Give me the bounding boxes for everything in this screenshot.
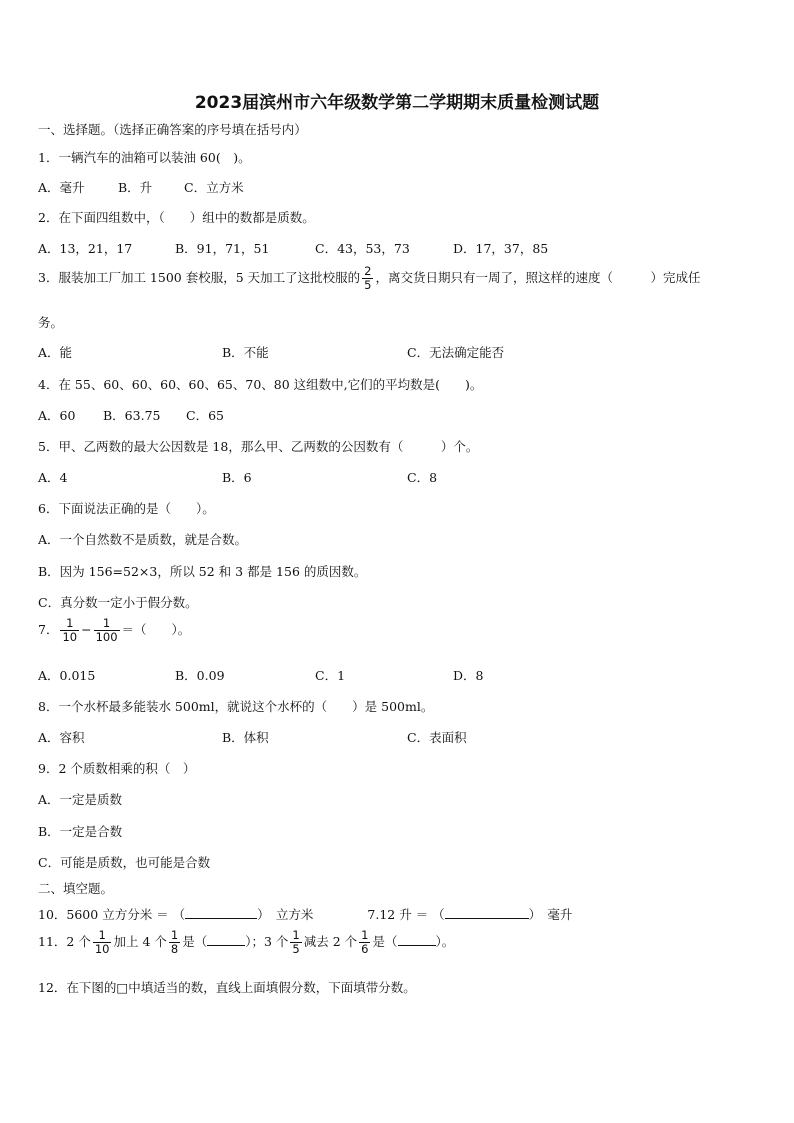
q11-part-1: 11．2 个: [38, 934, 91, 950]
q11-fraction-4: [359, 929, 370, 956]
question-6: 6．下面说法正确的是（ ）。: [38, 501, 215, 516]
q7-fraction-1-denominator: 10: [62, 630, 78, 645]
question-4: 4．在 55、60、60、60、60、65、70、80 这组数中,它们的平均数是( )。: [38, 377, 483, 392]
q11-fraction-2-numerator: 1: [170, 928, 179, 942]
section-heading-fill: 二、填空题。: [38, 881, 114, 896]
q11-fraction-1-numerator: 1: [93, 929, 112, 943]
question-1: 1．一辆汽车的油箱可以装油 60( )。: [38, 150, 251, 165]
q5-option-c: C．8: [407, 470, 438, 485]
question-10: [38, 905, 572, 923]
q11-part-7: ）。: [435, 934, 455, 950]
question-3: [38, 265, 700, 292]
q7-option-d: D．8: [453, 668, 484, 683]
q8-option-a: A．容积: [38, 730, 85, 745]
q3-text-after: ，离交货日期只有一周了，照这样的速度（ ）完成任: [375, 270, 701, 286]
q5-option-b: B．6: [222, 470, 252, 485]
q11-fraction-2-denominator: 8: [170, 942, 179, 957]
question-12: 12．在下图的□中填适当的数，直线上面填假分数，下面填带分数。: [38, 980, 416, 995]
q10-part-2: ） 立方米: [257, 907, 314, 922]
q7-fraction-1: [60, 617, 79, 644]
q11-part-4: ）；3 个: [245, 934, 289, 950]
q10-answer-blank-1[interactable]: [185, 907, 257, 919]
q3-fraction-denominator: 5: [364, 278, 372, 293]
q2-option-a: A．13，21，17: [38, 241, 133, 256]
q7-fraction-2-denominator: 100: [95, 630, 118, 645]
q1-option-a: A．毫升: [38, 180, 85, 195]
q7-option-b: B．0.09: [175, 668, 225, 683]
q3-option-b: B．不能: [222, 345, 269, 360]
q10-part-4: ） 毫升: [528, 907, 573, 922]
q3-option-a: A．能: [38, 345, 73, 360]
section-heading-choice: 一、选择题。（选择正确答案的序号填在括号内）: [38, 122, 307, 137]
q3-fraction-numerator: 2: [364, 264, 372, 278]
q11-fraction-3-numerator: 1: [292, 928, 300, 942]
q11-fraction-3: [290, 929, 301, 956]
q7-fraction-2-numerator: 1: [94, 617, 120, 631]
question-11: [38, 929, 454, 956]
q6-option-c: C．真分数一定小于假分数。: [38, 595, 198, 610]
q9-option-b: B．一定是合数: [38, 824, 123, 839]
q11-answer-blank-2[interactable]: [398, 934, 436, 946]
q7-option-a: A．0.015: [38, 668, 96, 683]
q10-answer-blank-2[interactable]: [445, 907, 529, 919]
q9-option-c: C．可能是质数，也可能是合数: [38, 855, 211, 870]
q7-fraction-2: [94, 617, 120, 644]
q10-part-1: 10．5600 立方分米 ＝ （: [38, 907, 186, 922]
q7-fraction-1-numerator: 1: [60, 617, 79, 631]
q2-option-c: C．43，53，73: [315, 241, 410, 256]
q3-option-c: C．无法确定能否: [407, 345, 505, 360]
q4-option-a: A．60: [38, 408, 76, 423]
question-9: 9．2 个质数相乘的积（ ）: [38, 761, 196, 776]
q11-fraction-4-numerator: 1: [361, 928, 369, 942]
q11-part-6: 是（: [372, 934, 398, 950]
page-title: 2023届滨州市六年级数学第二学期期末质量检测试题: [194, 93, 600, 113]
q10-part-3: 7.12 升 ＝ （: [367, 907, 445, 922]
q11-fraction-4-denominator: 6: [361, 942, 369, 957]
q4-option-c: C．65: [186, 408, 224, 423]
q6-option-b: B．因为 156=52×3，所以 52 和 3 都是 156 的质因数。: [38, 564, 367, 579]
q4-option-b: B．63.75: [103, 408, 161, 423]
q7-option-c: C．1: [315, 668, 346, 683]
question-8: 8．一个水杯最多能装水 500ml，就说这个水杯的（ ）是 500ml。: [38, 699, 434, 714]
q1-option-b: B．升: [118, 180, 153, 195]
q8-option-c: C．表面积: [407, 730, 467, 745]
q11-fraction-2: [169, 929, 180, 956]
q11-fraction-1-denominator: 10: [94, 942, 110, 957]
q8-option-b: B．体积: [222, 730, 269, 745]
q7-minus-sign: −: [81, 622, 92, 638]
q3-text-before: 3．服装加工厂加工 1500 套校服，5 天加工了这批校服的: [38, 270, 361, 286]
q1-option-c: C．立方米: [184, 180, 244, 195]
question-2: 2．在下面四组数中，（ ）组中的数都是质数。: [38, 210, 315, 225]
q11-part-2: 加上 4 个: [113, 934, 167, 950]
q11-part-5: 减去 2 个: [303, 934, 358, 950]
q11-part-3: 是（: [182, 934, 208, 950]
q2-option-d: D．17，37，85: [453, 241, 549, 256]
q3-continuation: 务。: [38, 315, 64, 330]
question-7: [38, 617, 190, 644]
q11-fraction-1: [93, 929, 112, 956]
q2-option-b: B．91，71，51: [175, 241, 270, 256]
q7-tail: ＝（ ）。: [121, 622, 191, 638]
question-5: 5．甲、乙两数的最大公因数是 18，那么甲、乙两数的公因数有（ ）个。: [38, 439, 479, 454]
q9-option-a: A．一定是质数: [38, 792, 123, 807]
q11-fraction-3-denominator: 5: [292, 942, 300, 957]
q5-option-a: A．4: [38, 470, 68, 485]
q7-label: 7．: [38, 622, 59, 638]
q3-fraction: [362, 265, 373, 292]
q6-option-a: A．一个自然数不是质数，就是合数。: [38, 532, 248, 547]
q11-answer-blank-1[interactable]: [207, 934, 245, 946]
